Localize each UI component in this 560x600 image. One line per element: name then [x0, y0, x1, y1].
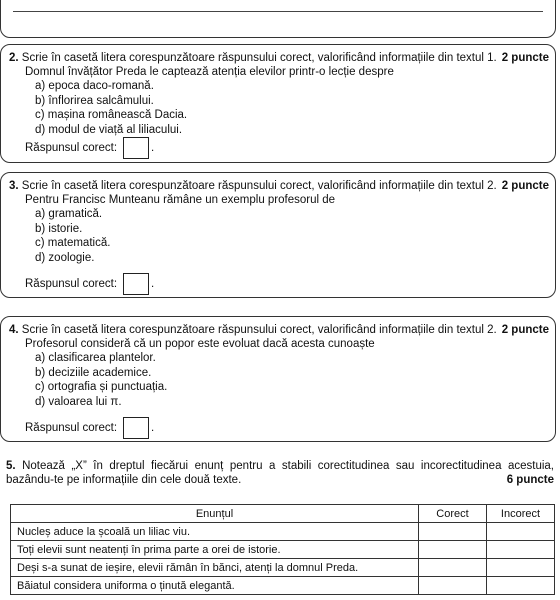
answer-box[interactable]: [123, 417, 149, 439]
answer-row: Răspunsul corect: .: [25, 137, 154, 159]
answer-label: Răspunsul corect:: [25, 422, 118, 435]
answer-box[interactable]: [123, 137, 149, 159]
question-5: [6, 459, 554, 487]
table-row: [11, 541, 555, 559]
statement-cell: Nucleș aduce la școală un liliac viu.: [11, 523, 419, 541]
statement-cell: Băiatul considera uniforma o ținută elegantă.: [11, 577, 419, 595]
question-instruction: Notează „X” în dreptul fiecărui enunț pentru a stabili corectitudinea sau incorectitudinea acestuia,: [22, 460, 555, 472]
option-d: d) zoologie.: [35, 251, 95, 264]
incorrect-cell[interactable]: [487, 559, 555, 577]
option-a: a) clasificarea plantelor.: [35, 352, 156, 364]
question-points: 2 puncte: [501, 52, 549, 64]
question-points: 6 puncte: [506, 474, 554, 486]
column-header: Incorect: [487, 505, 555, 523]
question-2-box: [0, 44, 556, 163]
option-a: a) gramatică.: [35, 208, 103, 220]
table-row: [11, 577, 555, 595]
column-header: Corect: [419, 505, 487, 523]
question-number: 3.: [9, 180, 19, 192]
question-number: 4.: [9, 324, 19, 336]
option-c: c) matematică.: [35, 237, 111, 249]
evaluation-table: [10, 504, 555, 595]
question-stem: Pentru Francisc Munteanu rămâne un exemplu profesorul de: [25, 194, 336, 206]
question-instruction: Scrie în casetă litera corespunzătoare răspunsului corect, valorificând informațiile din textul 2.: [21, 180, 497, 192]
statement-cell: Deși s-a sunat de ieșire, elevii rămân în bănci, atenți la domnul Preda.: [11, 559, 419, 577]
option-list: [35, 79, 187, 137]
question-points: 2 puncte: [501, 324, 549, 336]
correct-cell[interactable]: [419, 559, 487, 577]
option-c: c) ortografia și punctuația.: [35, 381, 168, 393]
question-number: 2.: [9, 52, 19, 64]
question-points: 2 puncte: [501, 180, 549, 192]
correct-cell[interactable]: [419, 577, 487, 595]
answer-row: Răspunsul corect: .: [25, 273, 154, 295]
table-row: [11, 523, 555, 541]
incorrect-cell[interactable]: [487, 577, 555, 595]
answer-box[interactable]: [123, 273, 149, 295]
question-3-box: [0, 172, 556, 298]
option-list: [35, 207, 110, 265]
statement-cell: Toți elevii sunt neatenți în prima parte a orei de istorie.: [11, 541, 419, 559]
option-c: c) mașina românească Dacia.: [35, 109, 188, 121]
question-stem: Profesorul consideră că un popor este evoluat dacă acesta cunoaște: [25, 338, 375, 350]
table-row: [11, 559, 555, 577]
question-stem: Domnul învățător Preda le captează atenția elevilor printr-o lecție despre: [25, 66, 394, 78]
question-instruction-cont: bazându-te pe informațiile din cele două texte.: [6, 474, 242, 486]
option-a: a) epoca daco-romană.: [35, 80, 154, 92]
question-1-box: [0, 0, 556, 38]
table-header: [11, 505, 555, 523]
option-b: b) istorie.: [35, 222, 83, 235]
question-number: 5.: [6, 460, 16, 472]
option-d: d) valoarea lui π.: [35, 395, 122, 408]
incorrect-cell[interactable]: [487, 523, 555, 541]
option-list: [35, 351, 167, 409]
incorrect-cell[interactable]: [487, 541, 555, 559]
answer-label: Răspunsul corect:: [25, 278, 118, 291]
option-b: b) deciziile academice.: [35, 366, 152, 379]
option-b: b) înflorirea salcâmului.: [35, 94, 154, 107]
answer-row: Răspunsul corect: .: [25, 417, 154, 439]
option-d: d) modul de viață al liliacului.: [35, 123, 183, 136]
answer-label: Răspunsul corect:: [25, 142, 118, 155]
answer-line: [13, 11, 543, 12]
question-instruction: Scrie în casetă litera corespunzătoare răspunsului corect, valorificând informațiile din textul 1.: [21, 52, 497, 64]
correct-cell[interactable]: [419, 541, 487, 559]
column-header: Enunțul: [11, 505, 419, 523]
correct-cell[interactable]: [419, 523, 487, 541]
question-4-box: [0, 316, 556, 442]
question-instruction: Scrie în casetă litera corespunzătoare răspunsului corect, valorificând informațiile din textul 2.: [21, 324, 497, 336]
